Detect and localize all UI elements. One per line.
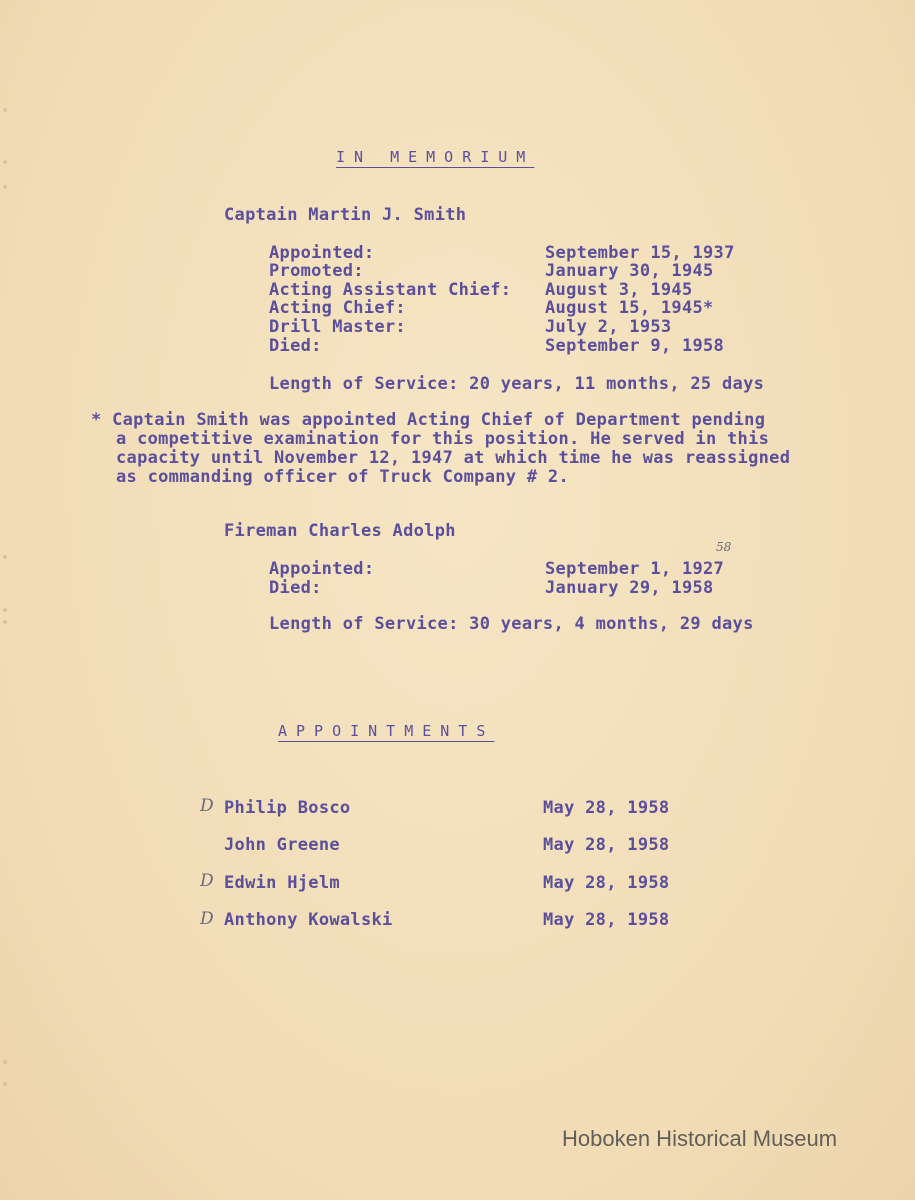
record-label: Acting Assistant Chief: [269, 280, 512, 300]
length-of-service: Length of Service: 20 years, 11 months, 25 days [269, 374, 765, 394]
handwritten-note: 58 [716, 540, 732, 554]
record-label: Promoted: [269, 261, 364, 281]
record-date: January 29, 1958 [545, 578, 714, 598]
record-date: August 15, 1945* [545, 298, 714, 318]
appointment-date: May 28, 1958 [543, 835, 670, 855]
handwritten-mark: D [200, 909, 214, 929]
record-date: August 3, 1945 [545, 280, 693, 300]
footnote-line: a competitive examination for this position. He served in this [116, 429, 770, 449]
appointment-date: May 28, 1958 [543, 798, 670, 818]
appointee-name: John Greene [224, 835, 340, 855]
punch-hole-mark [3, 108, 7, 112]
punch-hole-mark [3, 620, 7, 624]
punch-hole-mark [3, 555, 7, 559]
record-label: Acting Chief: [269, 298, 406, 318]
appointee-name: Anthony Kowalski [224, 910, 393, 930]
museum-watermark: Hoboken Historical Museum [562, 1126, 838, 1151]
footnote-line: * Captain Smith was appointed Acting Chief of Department pending [91, 410, 766, 430]
punch-hole-mark [3, 160, 7, 164]
length-of-service: Length of Service: 30 years, 4 months, 29 days [269, 614, 754, 634]
footnote-line: capacity until November 12, 1947 at which time he was reassigned [116, 448, 791, 468]
punch-hole-mark [3, 608, 7, 612]
record-date: September 1, 1927 [545, 559, 725, 579]
record-date: September 9, 1958 [545, 336, 725, 356]
record-label: Drill Master: [269, 317, 406, 337]
person-name: Captain Martin J. Smith [224, 205, 467, 225]
record-label: Died: [269, 336, 322, 356]
record-label: Died: [269, 578, 322, 598]
appointee-name: Philip Bosco [224, 798, 351, 818]
punch-hole-mark [3, 185, 7, 189]
appointment-date: May 28, 1958 [543, 910, 670, 930]
record-label: Appointed: [269, 559, 375, 579]
record-date: January 30, 1945 [545, 261, 714, 281]
record-label: Appointed: [269, 243, 375, 263]
handwritten-mark: D [200, 796, 214, 816]
handwritten-mark: D [200, 871, 214, 891]
record-date: July 2, 1953 [545, 317, 672, 337]
person-name: Fireman Charles Adolph [224, 521, 456, 541]
punch-hole-mark [3, 1082, 7, 1086]
memorium-heading: IN MEMORIUM [336, 148, 535, 166]
appointment-date: May 28, 1958 [543, 873, 670, 893]
record-date: September 15, 1937 [545, 243, 735, 263]
appointments-heading: APPOINTMENTS [278, 722, 495, 740]
footnote-line: as commanding officer of Truck Company # 2. [116, 467, 569, 487]
punch-hole-mark [3, 1060, 7, 1064]
appointee-name: Edwin Hjelm [224, 873, 340, 893]
